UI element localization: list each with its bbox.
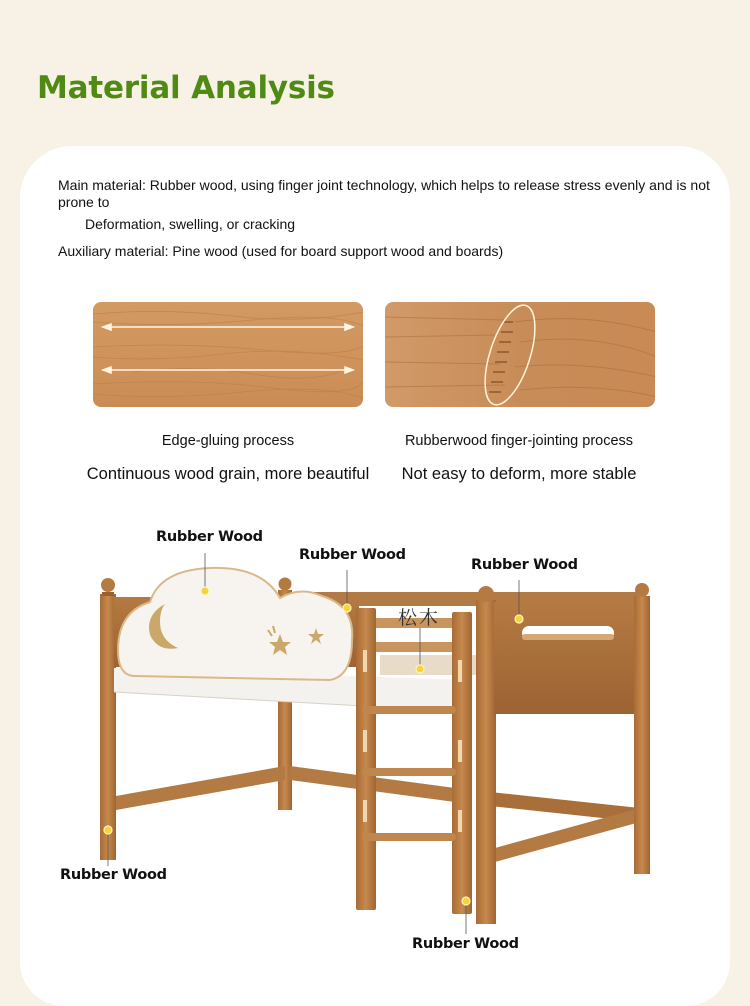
process-benefit-edge-gluing: Continuous wood grain, more beautiful — [86, 465, 370, 483]
auxiliary-material-text: Auxiliary material: Pine wood (used for board support wood and boards) — [58, 243, 504, 259]
process-name-edge-gluing: Edge-gluing process — [161, 433, 295, 449]
callout-label-ladder-leg: Rubber Wood — [412, 936, 519, 952]
marker-ladder-leg — [462, 897, 470, 905]
main-material-continuation: Deformation, swelling, or cracking — [85, 216, 296, 232]
marker-slats — [416, 665, 424, 673]
process-benefit-finger-jointing: Not easy to deform, more stable — [401, 465, 637, 483]
callout-label-cloud-panel: Rubber Wood — [156, 529, 263, 545]
callout-label-side-rail: Rubber Wood — [299, 547, 406, 563]
callout-label-headboard: Rubber Wood — [471, 557, 578, 573]
main-material-text: Main material: Rubber wood, using finger joint technology, which helps to release stress evenly and is not prone to — [58, 177, 710, 210]
callout-label-left-leg: Rubber Wood — [60, 867, 167, 883]
page-title: Material Analysis — [37, 70, 335, 106]
process-name-finger-jointing: Rubberwood finger-jointing process — [404, 433, 634, 449]
marker-headboard — [515, 615, 523, 623]
marker-side-rail — [343, 604, 351, 612]
callout-label-slats: 松木 — [398, 607, 441, 629]
marker-left-leg — [104, 826, 112, 834]
marker-cloud-panel — [201, 587, 209, 595]
